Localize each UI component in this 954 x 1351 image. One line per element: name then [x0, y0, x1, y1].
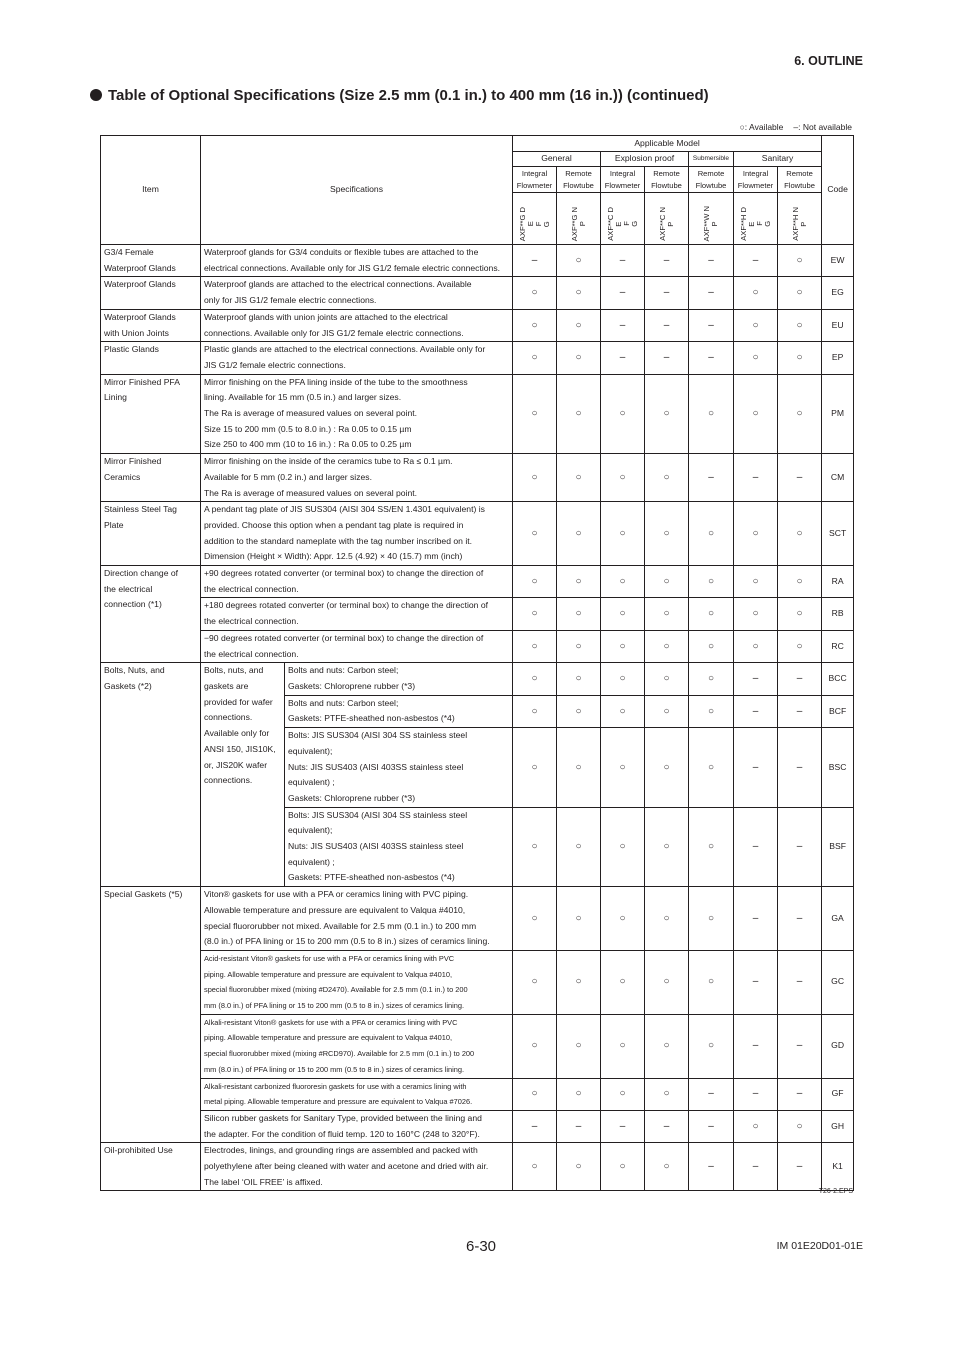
availability-mark: ○ [557, 1143, 601, 1191]
legend [730, 122, 852, 132]
item-name: Mirror Finished PFA Lining [101, 374, 201, 454]
specification-text: Viton® gaskets for use with a PFA or ceramics lining with PVC piping. Allowable temperature and pressure are equivalent to Valqua #4010, special fluororubber not mixed. Available for 2.5 mm (0.1 in.) to 200 mm (8.0 in.) of PFA lining or 15 to 200 mm (0.5 to 8 in.) sizes of ceramics lining. [201, 887, 513, 951]
item-name: Stainless Steel Tag Plate [101, 502, 201, 566]
legend-available: ○: Available [739, 122, 784, 132]
header-subhead: Remote Flowtube [557, 167, 601, 193]
availability-mark: ○ [689, 950, 734, 1014]
availability-mark: ○ [689, 695, 734, 727]
availability-mark: ○ [601, 1143, 645, 1191]
availability-mark: ○ [601, 887, 645, 951]
item-name: Waterproof Glands with Union Joints [101, 309, 201, 341]
table-row [101, 309, 854, 341]
availability-mark: ○ [513, 277, 557, 309]
availability-mark: ○ [645, 374, 689, 454]
header-group-submersible: Submersible [689, 152, 734, 167]
availability-mark: – [689, 277, 734, 309]
availability-mark: – [778, 1014, 822, 1078]
header-model: AXF**C N P [645, 193, 689, 245]
header-item: Item [101, 136, 201, 245]
item-name: Direction change of the electrical connection (*1) [101, 566, 201, 663]
availability-mark: ○ [557, 695, 601, 727]
header-model: AXF**C D E F G [601, 193, 645, 245]
availability-mark: ○ [513, 807, 557, 887]
availability-mark: ○ [557, 950, 601, 1014]
specification-text: Electrodes, linings, and grounding rings are assembled and packed with polyethylene after being cleaned with water and acetone and dried with air. The label ‘OIL FREE’ is affixed. [201, 1143, 513, 1191]
availability-mark: ○ [513, 454, 557, 502]
availability-mark: ○ [734, 277, 778, 309]
availability-mark: ○ [513, 598, 557, 630]
availability-mark: ○ [601, 728, 645, 808]
option-code: CM [822, 454, 854, 502]
specification-text: Mirror finishing on the inside of the ceramics tube to Ra ≤ 0.1 µm. Available for 5 mm (0.2 in.) and larger sizes. The Ra is average of measured values on several point. [201, 454, 513, 502]
specification-text: Bolts: JIS SUS304 (AISI 304 SS stainless steel equivalent); Nuts: JIS SUS403 (AISI 403SS stainless steel equivalent) ; Gaskets: Chloroprene rubber (*3) [285, 728, 513, 808]
availability-mark: ○ [513, 309, 557, 341]
availability-mark: ○ [778, 342, 822, 374]
availability-mark: ○ [601, 950, 645, 1014]
availability-mark: ○ [734, 598, 778, 630]
availability-mark: – [734, 454, 778, 502]
availability-mark: – [689, 309, 734, 341]
item-name: Mirror Finished Ceramics [101, 454, 201, 502]
optional-specifications-table [100, 135, 854, 1191]
bullet-icon [90, 89, 102, 101]
availability-mark: – [645, 245, 689, 277]
availability-mark: – [734, 1143, 778, 1191]
availability-mark: ○ [689, 502, 734, 566]
figure-reference: T26-2.EPS [818, 1188, 853, 1195]
header-group-sanitary: Sanitary [734, 152, 822, 167]
availability-mark: ○ [645, 663, 689, 695]
specification-text: Bolts and nuts: Carbon steel; Gaskets: Chloroprene rubber (*3) [285, 663, 513, 695]
availability-mark: ○ [513, 663, 557, 695]
availability-mark: ○ [513, 1078, 557, 1110]
availability-mark: ○ [689, 374, 734, 454]
availability-mark: – [778, 454, 822, 502]
availability-mark: – [778, 663, 822, 695]
header-specifications: Specifications [201, 136, 513, 245]
availability-mark: ○ [601, 374, 645, 454]
option-code: PM [822, 374, 854, 454]
header-subhead: Integral Flowmeter [601, 167, 645, 193]
table-row [101, 1078, 854, 1110]
availability-mark: ○ [557, 374, 601, 454]
specification-text: Acid-resistant Viton® gaskets for use with a PFA or ceramics lining with PVC piping. Allowable temperature and pressure are equivalent to Valqua #4010, special fluororubber mixed (mixing #D2470). Available for 2.5 mm (0.1 in.) to 200 mm (8.0 in.) of PFA lining or 15 to 200 mm (0.5 to 8 in.) sizes of ceramics lining. [201, 950, 513, 1014]
availability-mark: ○ [645, 728, 689, 808]
availability-mark: ○ [734, 630, 778, 662]
table-row [101, 887, 854, 951]
availability-mark: ○ [645, 807, 689, 887]
specification-text: A pendant tag plate of JIS SUS304 (AISI 304 SS/EN 1.4301 equivalent) is provided. Choose this option when a pendant tag plate is required in addition to the standard nameplate with the tag number inscribed on it. Dimension (Height × Width): Appr. 12.5 (4.92) × 40 (15.7) mm (inch) [201, 502, 513, 566]
item-name: Waterproof Glands [101, 277, 201, 309]
availability-mark: ○ [778, 598, 822, 630]
availability-mark: ○ [513, 695, 557, 727]
availability-mark: – [734, 1078, 778, 1110]
availability-mark: – [513, 1110, 557, 1142]
availability-mark: ○ [778, 374, 822, 454]
availability-mark: ○ [689, 728, 734, 808]
availability-mark: ○ [513, 728, 557, 808]
specification-text: Bolts: JIS SUS304 (AISI 304 SS stainless steel equivalent); Nuts: JIS SUS403 (AISI 403SS stainless steel equivalent) ; Gaskets: PTFE-sheathed non-asbestos (*4) [285, 807, 513, 887]
specification-text: Waterproof glands are attached to the electrical connections. Available only for JIS G1/2 female electric connections. [201, 277, 513, 309]
item-name: G3/4 Female Waterproof Glands [101, 245, 201, 277]
availability-mark: ○ [734, 502, 778, 566]
option-code: EG [822, 277, 854, 309]
availability-mark: ○ [645, 1014, 689, 1078]
header-subhead: Remote Flowtube [645, 167, 689, 193]
availability-mark: ○ [557, 566, 601, 598]
availability-mark: – [689, 1078, 734, 1110]
header-subhead: Remote Flowtube [778, 167, 822, 193]
option-code: BSC [822, 728, 854, 808]
option-code: GC [822, 950, 854, 1014]
header-group-explosion-proof: Explosion proof [601, 152, 689, 167]
availability-mark: ○ [645, 454, 689, 502]
table-row [101, 950, 854, 1014]
availability-mark: ○ [689, 663, 734, 695]
header-subhead: Remote Flowtube [689, 167, 734, 193]
availability-mark: ○ [645, 695, 689, 727]
availability-mark: ○ [778, 630, 822, 662]
specification-text: Alkali-resistant carbonized fluororesin gaskets for use with a ceramics lining with metal piping. Allowable temperature and pressure are equivalent to Valqua #7026. [201, 1078, 513, 1110]
availability-mark: ○ [513, 1143, 557, 1191]
table-row [101, 245, 854, 277]
availability-mark: ○ [734, 374, 778, 454]
availability-mark: ○ [689, 887, 734, 951]
header-model: AXF**H N P [778, 193, 822, 245]
availability-mark: – [778, 728, 822, 808]
availability-mark: – [778, 950, 822, 1014]
option-code: GH [822, 1110, 854, 1142]
availability-mark: ○ [557, 630, 601, 662]
availability-mark: ○ [513, 887, 557, 951]
document-number: IM 01E20D01-01E [776, 1240, 863, 1252]
availability-mark: – [601, 277, 645, 309]
table-row [101, 342, 854, 374]
availability-mark: – [734, 1014, 778, 1078]
availability-mark: ○ [557, 663, 601, 695]
availability-mark: ○ [645, 502, 689, 566]
availability-mark: ○ [513, 630, 557, 662]
availability-mark: – [557, 1110, 601, 1142]
specification-text: Mirror finishing on the PFA lining inside of the tube to the smoothness lining. Available for 15 mm (0.5 in.) and larger sizes. The Ra is average of measured values on several point. Size 15 to 200 mm (0.5 to 8.0 in.) : Ra 0.05 to 0.15 µm Size 250 to 400 mm (10 to 16 in.) : Ra 0.05 to 0.25 µm [201, 374, 513, 454]
availability-mark: – [734, 728, 778, 808]
availability-mark: ○ [601, 454, 645, 502]
availability-mark: ○ [689, 598, 734, 630]
header-subhead: Integral Flowmeter [734, 167, 778, 193]
availability-mark: ○ [734, 1110, 778, 1142]
availability-mark: ○ [557, 728, 601, 808]
availability-mark: – [734, 695, 778, 727]
table-row [101, 630, 854, 662]
availability-mark: ○ [557, 454, 601, 502]
availability-mark: ○ [601, 502, 645, 566]
availability-mark: ○ [557, 598, 601, 630]
availability-mark: ○ [601, 663, 645, 695]
availability-mark: ○ [557, 807, 601, 887]
specification-text: +180 degrees rotated converter (or terminal box) to change the direction of the electrical connection. [201, 598, 513, 630]
header-model: AXF**G D E F G [513, 193, 557, 245]
availability-mark: ○ [557, 309, 601, 341]
availability-mark: – [601, 309, 645, 341]
header-model: AXF**H D E F G [734, 193, 778, 245]
header-applicable-model: Applicable Model [513, 136, 822, 152]
page-title-text: Table of Optional Specifications (Size 2.5 mm (0.1 in.) to 400 mm (16 in.)) (continued) [108, 87, 709, 104]
availability-mark: ○ [513, 566, 557, 598]
availability-mark: ○ [513, 374, 557, 454]
section-label: 6. OUTLINE [794, 54, 863, 68]
availability-mark: ○ [601, 598, 645, 630]
availability-mark: ○ [601, 566, 645, 598]
header-code: Code [822, 136, 854, 245]
availability-mark: ○ [689, 1014, 734, 1078]
availability-mark: – [734, 245, 778, 277]
specification-text: Plastic glands are attached to the electrical connections. Available only for JIS G1/2 female electric connections. [201, 342, 513, 374]
availability-mark: ○ [557, 245, 601, 277]
item-name: Bolts, Nuts, and Gaskets (*2) [101, 663, 201, 887]
header-group-general: General [513, 152, 601, 167]
availability-mark: ○ [557, 277, 601, 309]
availability-mark: – [778, 695, 822, 727]
bolts-note: Bolts, nuts, and gaskets are provided for wafer connections. Available only for ANSI 150, JIS10K, or, JIS20K wafer connections. [201, 663, 285, 887]
availability-mark: ○ [601, 630, 645, 662]
specification-text: Bolts and nuts: Carbon steel; Gaskets: PTFE-sheathed non-asbestos (*4) [285, 695, 513, 727]
option-code: GD [822, 1014, 854, 1078]
availability-mark: – [601, 342, 645, 374]
option-code: BCF [822, 695, 854, 727]
availability-mark: ○ [557, 1078, 601, 1110]
header-subhead: Integral Flowmeter [513, 167, 557, 193]
specification-text: −90 degrees rotated converter (or terminal box) to change the direction of the electrical connection. [201, 630, 513, 662]
availability-mark: ○ [601, 1078, 645, 1110]
availability-mark: – [513, 245, 557, 277]
availability-mark: ○ [778, 245, 822, 277]
availability-mark: – [778, 1078, 822, 1110]
availability-mark: – [734, 887, 778, 951]
availability-mark: – [689, 1110, 734, 1142]
availability-mark: ○ [557, 502, 601, 566]
availability-mark: ○ [601, 695, 645, 727]
option-code: RA [822, 566, 854, 598]
option-code: EW [822, 245, 854, 277]
availability-mark: ○ [645, 950, 689, 1014]
option-code: SCT [822, 502, 854, 566]
availability-mark: ○ [513, 502, 557, 566]
option-code: EU [822, 309, 854, 341]
table-row [101, 663, 854, 695]
option-code: RB [822, 598, 854, 630]
page-title [90, 87, 709, 104]
availability-mark: – [689, 1143, 734, 1191]
availability-mark: – [645, 1110, 689, 1142]
table-row [101, 374, 854, 454]
availability-mark: – [778, 887, 822, 951]
availability-mark: – [689, 342, 734, 374]
availability-mark: ○ [513, 1014, 557, 1078]
option-code: RC [822, 630, 854, 662]
availability-mark: ○ [778, 277, 822, 309]
availability-mark: ○ [734, 566, 778, 598]
availability-mark: – [778, 1143, 822, 1191]
specification-text: +90 degrees rotated converter (or terminal box) to change the direction of the electrical connection. [201, 566, 513, 598]
availability-mark: – [645, 309, 689, 341]
availability-mark: ○ [645, 1143, 689, 1191]
availability-mark: – [601, 245, 645, 277]
availability-mark: ○ [557, 1014, 601, 1078]
specification-text: Alkali-resistant Viton® gaskets for use with a PFA or ceramics lining with PVC piping. Allowable temperature and pressure are equivalent to Valqua #4010, special fluororubber mixed (mixing #RCD970). Available for 2.5 mm (0.1 in.) to 200 mm (8.0 in.) of PFA lining or 15 to 200 mm (0.5 to 8 in.) sizes of ceramics lining. [201, 1014, 513, 1078]
availability-mark: ○ [513, 342, 557, 374]
availability-mark: – [689, 454, 734, 502]
header-model: AXF**G N P [557, 193, 601, 245]
availability-mark: ○ [689, 807, 734, 887]
option-code: K1 [822, 1143, 854, 1191]
page-number: 6-30 [466, 1238, 497, 1255]
availability-mark: – [645, 277, 689, 309]
availability-mark: ○ [601, 807, 645, 887]
availability-mark: ○ [734, 342, 778, 374]
item-name: Special Gaskets (*5) [101, 887, 201, 1143]
availability-mark: – [601, 1110, 645, 1142]
availability-mark: – [734, 663, 778, 695]
option-code: BSF [822, 807, 854, 887]
availability-mark: ○ [645, 566, 689, 598]
table-row [101, 1110, 854, 1142]
availability-mark: ○ [778, 502, 822, 566]
option-code: GF [822, 1078, 854, 1110]
table-row [101, 277, 854, 309]
table-row [101, 1143, 854, 1191]
availability-mark: ○ [734, 309, 778, 341]
availability-mark: ○ [645, 598, 689, 630]
availability-mark: ○ [645, 1078, 689, 1110]
option-code: BCC [822, 663, 854, 695]
table-row [101, 598, 854, 630]
table-row [101, 502, 854, 566]
availability-mark: ○ [689, 566, 734, 598]
specification-text: Waterproof glands with union joints are attached to the electrical connections. Available only for JIS G1/2 female electric connections. [201, 309, 513, 341]
availability-mark: ○ [689, 630, 734, 662]
availability-mark: ○ [513, 950, 557, 1014]
availability-mark: ○ [557, 887, 601, 951]
table-row [101, 454, 854, 502]
availability-mark: – [778, 807, 822, 887]
table-row [101, 566, 854, 598]
availability-mark: ○ [778, 1110, 822, 1142]
availability-mark: – [734, 807, 778, 887]
specification-text: Waterproof glands for G3/4 conduits or flexible tubes are attached to the electrical connections. Available only for JIS G1/2 female electric connections. [201, 245, 513, 277]
availability-mark: – [689, 245, 734, 277]
availability-mark: ○ [778, 309, 822, 341]
availability-mark: ○ [557, 342, 601, 374]
availability-mark: – [645, 342, 689, 374]
availability-mark: ○ [778, 566, 822, 598]
availability-mark: ○ [601, 1014, 645, 1078]
item-name: Plastic Glands [101, 342, 201, 374]
option-code: EP [822, 342, 854, 374]
availability-mark: ○ [645, 887, 689, 951]
legend-not-available: –: Not available [793, 122, 852, 132]
option-code: GA [822, 887, 854, 951]
specification-text: Silicon rubber gaskets for Sanitary Type, provided between the lining and the adapter. For the condition of fluid temp. 120 to 160°C (248 to 320°F). [201, 1110, 513, 1142]
item-name: Oil-prohibited Use [101, 1143, 201, 1191]
header-model: AXF**W N P [689, 193, 734, 245]
availability-mark: – [734, 950, 778, 1014]
table-row [101, 1014, 854, 1078]
availability-mark: ○ [645, 630, 689, 662]
